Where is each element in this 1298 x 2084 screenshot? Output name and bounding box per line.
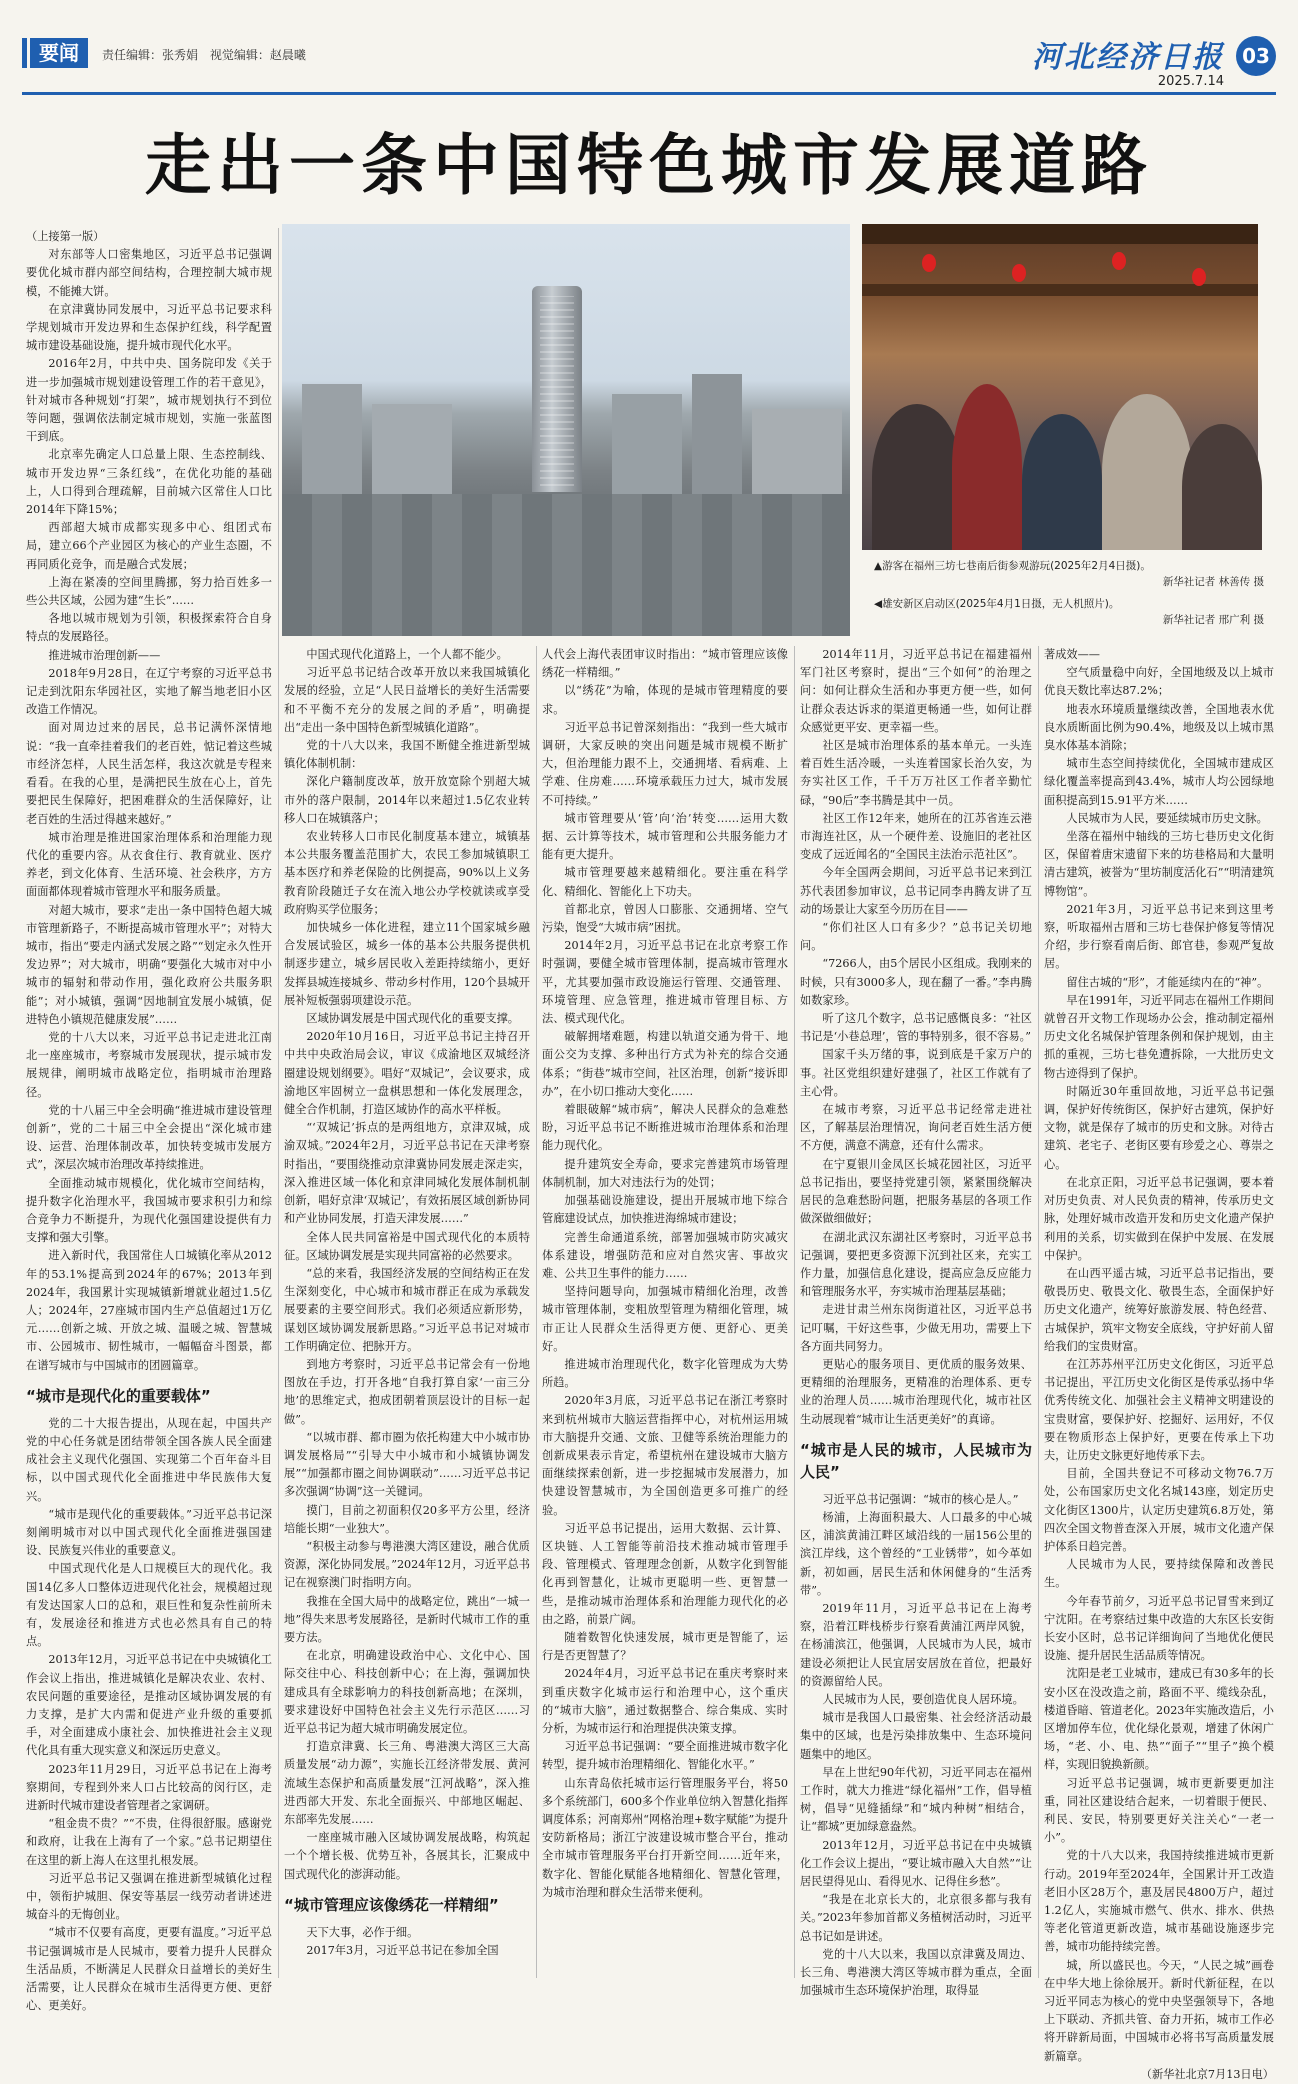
paragraph: 地表水环境质量继续改善，全国地表水优良水质断面比例为90.4%，地级及以上城市黑臭水体基本消除；	[1044, 702, 1274, 753]
paragraph: 杨浦，上海面积最大、人口最多的中心城区，浦滨黄浦江畔区域沿线的一届156公里的滨江岸线，这个曾经的“工业锈带”，如今革如新，初如画，居民生活和休闲健身的“生活秀带”。	[800, 1510, 1032, 1597]
paragraph: 习近平总书记结合改革开放以来我国城镇化发展的经验，立足“人民日益增长的美好生活需要和不平衡不充分的发展之间的矛盾”，明确提出“走出一条中国特色新型城镇化道路”。	[284, 666, 530, 734]
photo-caption-1	[874, 558, 1264, 590]
paragraph: 目前，全国共登记不可移动文物76.7万处，公布国家历史文化名城143座，划定历史文化街区1300片，认定历史建筑6.8万处，第四次全国文物普查深入开展，城市文化遗产保护体系日趋完善。	[1044, 1467, 1274, 1553]
editor-name: 责任编辑：张秀娟	[102, 48, 199, 62]
article-column-2	[284, 646, 530, 1978]
paragraph: 2021年3月，习近平总书记来到这里考察，听取福州古厝和三坊七巷保护修复等情况介绍，步行察看南后街、郎官巷，参观严复故居。	[1044, 902, 1274, 971]
paragraph: 人民城市为人民，要延续城市历史文脉。	[1066, 811, 1268, 825]
paragraph: 在宁夏银川金凤区长城花园社区，习近平总书记指出，要坚持党建引领，紧紧围绕解决居民的急难愁盼问题，把服务基层的各项工作做深做细做好；	[800, 1157, 1032, 1226]
paragraph: 完善生命通道系统，部署加强城市防灾减灾体系建设，增强防范和应对自然灾害、事故灾难、公共卫生事件的能力……	[542, 1230, 788, 1280]
main-headline: 走出一条中国特色城市发展道路	[145, 127, 1153, 204]
paragraph: 今年春节前夕，习近平总书记冒雪来到辽宁沈阳。在考察结过集中改造的大东区长安街长安小区时，总书记详细询问了当地优化便民设施、提升居民生活品质等情况。	[1044, 1594, 1274, 1663]
paragraph: 打造京津冀、长三角、粤港澳大湾区三大高质量发展“动力源”，实施长江经济带发展、黄河流域生态保护和高质量发展“江河战略”，深入推进西部大开发、东北全面振兴、中部地区崛起、东部率先发展……	[284, 1740, 530, 1826]
paragraph: “你们社区人口有多少？”总书记关切地问。	[800, 921, 1032, 953]
paragraph: 推进城市治理现代化，数字化管理成为大势所趋。	[542, 1357, 788, 1390]
paragraph: 区域协调发展是中国式现代化的重要支撑。	[306, 1012, 519, 1026]
header-rule	[22, 92, 1276, 95]
issue-date: 2025.7.14	[1157, 74, 1224, 89]
paragraph: 2024年4月，习近平总书记在重庆考察时来到重庆数字化城市运行和治理中心，这个重庆的“城市大脑”，通过数据整合、综合集成、实时分析，为城市运行和治理提供决策支撑。	[542, 1667, 788, 1735]
column-divider	[278, 228, 279, 1978]
photo-credit: 新华社记者 邢广利 摄	[1162, 614, 1264, 626]
paragraph: 城市治理是推进国家治理体系和治理能力现代化的重要内容。从衣食住行、教育就业、医疗养老，到文化体育、生活环境、社会秩序，方方面面都体现着城市管理水平和服务质量。	[26, 830, 272, 899]
photo-caption-2	[874, 596, 1264, 628]
crowded-street-photo	[862, 224, 1258, 550]
paragraph: 习近平总书记强调，城市更新要更加注重，同社区建设结合起来，一切着眼于便民、利民、安民，特别要更好关注关心“一老一小”。	[1044, 1776, 1274, 1845]
column-divider	[1038, 646, 1039, 1978]
paragraph: 对超大城市，要求“走出一条中国特色超大城市管理新路子，不断提高城市管理水平”；对特大城市，指出“要走内涵式发展之路”“划定永久性开发边界”；对大城市，明确“要强化大城市对中小城市的辐射和带动作用，强化政府公共服务职能”；对小城镇，强调“因地制宜发展小城镇，促进特色小镇规范健康发展”……	[26, 903, 272, 1026]
paragraph: 2013年12月，习近平总书记在中央城镇化工作会议上提出，“要让城市融入大自然”“让居民望得见山、看得见水、记得住乡愁”。	[800, 1838, 1032, 1888]
paragraph: 沈阳是老工业城市，建成已有30多年的长安小区在没改造之前，路面不平、缆线杂乱，楼道昏暗、管道老化。2023年实施改造后，小区增加停车位，优化绿化景观，增建了休闲广场，“老、小、电、热”“面子”“里子”换个模样，实现旧貌换新颜。	[1044, 1667, 1274, 1772]
paragraph: 时隔近30年重回故地，习近平总书记强调，保护好传统街区，保护好古建筑，保护好文物，就是保存了城市的历史和文脉。对待古建筑、老宅子、老街区要有珍爱之心、尊崇之心。	[1044, 1084, 1274, 1171]
newspaper-masthead: 河北经济日报	[1032, 40, 1224, 75]
paragraph: “我是在北京长大的，北京很多都与我有关。”2023年参加首都义务植树活动时，习近平总书记如是讲述。	[800, 1893, 1032, 1943]
article-column-1	[26, 228, 272, 2013]
paragraph: 对东部等人口密集地区，习近平总书记强调要优化城市群内部空间结构，合理控制大城市规模，不能摊大饼。	[26, 248, 272, 298]
paragraph: 在湖北武汉东湖社区考察时，习近平总书记强调，要把更多资源下沉到社区来，充实工作力量，加强信息化建设，提高应急反应能力和管理服务水平，夯实城市治理基层基础；	[800, 1230, 1032, 1299]
paragraph: 在山西平遥古城，习近平总书记指出，要敬畏历史、敬畏文化、敬畏生态，全面保护好历史文化遗产，统筹好旅游发展、特色经营、古城保护，筑牢文物安全底线，守护好前人留给我们的宝贵财富。	[1044, 1266, 1274, 1353]
paragraph: 著成效——	[1044, 648, 1100, 661]
paragraph: “‘双城记’拆点的是两组地方，京津双城，成渝双城。”2024年2月，习近平总书记在天津考察时指出，“要围绕推动京津冀协同发展走深走实，深入推进区域一体化和京津同城化发展体制机制创新，唱好京津‘双城记’，有效拓展区域创新协同和产业协同发展，打造天津发展……”	[284, 1121, 530, 1226]
paragraph: “以城市群、都市圈为依托构建大中小城市协调发展格局”“引导大中小城市和小城镇协调发展”“加强都市圈之间协调联动”……习近平总书记多次强调“协调”这一关键词。	[284, 1430, 530, 1499]
paragraph: 在北京正阳，习近平总书记强调，要本着对历史负责、对人民负责的精神，传承历史文脉，处理好城市改造开发和历史文化遗产保护利用的关系，切实做到在保护中发展、在发展中保护。	[1044, 1175, 1274, 1262]
paragraph: 国家千头万绪的事，说到底是千家万户的事。社区党组织建好建强了，社区工作就有了主心骨。	[800, 1048, 1032, 1098]
paragraph: 面对周边过来的居民，总书记满怀深情地说：“我一直牵挂着我们的老百姓，惦记着这些城市经济怎样，人民生活怎样，我这次就是专程来看看。在我的心里，是满把民生放在心上，首先要把民生保障好，把困难群众的生活保障好，让老百姓的生活过得越来越好。”	[26, 721, 272, 826]
subheading: “城市管理应该像绣花一样精细”	[284, 1895, 499, 1914]
paragraph: 城市生态空间持续优化，全国城市建成区绿化覆盖率提高到43.4%，城市人均公园绿地面积提高到15.91平方米……	[1044, 757, 1274, 807]
paragraph: 农业转移人口市民化制度基本建立，城镇基本公共服务覆盖范围扩大，农民工参加城镇职工基本医疗和养老保险的比例提高，90%以上义务教育阶段随迁子女在流入地公办学校就读或享受政府购买学位服务；	[284, 830, 530, 916]
paragraph: “总的来看，我国经济发展的空间结构正在发生深刻变化，中心城市和城市群正在成为承载发展要素的主要空间形式。我们必须适应新形势，谋划区域协调发展新思路。”习近平总书记对城市工作明确定位、把脉开方。	[284, 1266, 530, 1353]
paragraph: 坐落在福州中轴线的三坊七巷历史文化街区，保留着唐宋遗留下来的坊巷格局和大量明清古建筑，被誉为“里坊制度活化石”“明清建筑博物馆”。	[1044, 830, 1274, 898]
paragraph: 中国式现代化是人口规模巨大的现代化。我国14亿多人口整体迈进现代化社会，规模超过现有发达国家人口的总和，艰巨性和复杂性前所未有，发展途径和推进方式也必然具有自己的特点。	[26, 1562, 272, 1649]
paragraph: 人民城市为人民，要持续保障和改善民生。	[1044, 1558, 1274, 1590]
paragraph: 加强基础设施建设，提出开展城市地下综合管廊建设试点，加快推进海绵城市建设；	[542, 1194, 788, 1226]
paragraph: 在京津冀协同发展中，习近平总书记要求科学规划城市开发边界和生态保护红线，科学配置城市建设基础设施，提升城市现代化水平。	[26, 302, 272, 353]
paragraph: 社区是城市治理体系的基本单元。一头连着百姓生活冷暖，一头连着国家长治久安，为夯实社区工作，千千万万社区工作者辛勤忙碌，“90后”李书腾是其中一员。	[800, 739, 1032, 807]
article-column-4	[800, 646, 1032, 1998]
paragraph: 2020年3月底，习近平总书记在浙江考察时来到杭州城市大脑运营指挥中心，对杭州运用城市大脑提升交通、文旅、卫健等系统治理能力的创新成果表示肯定，希望杭州在建设城市大脑方面继续探索创新，进一步挖掘城市发展潜力，加快建设智慧城市，为全国创造更多可推广的经验。	[542, 1394, 788, 1517]
paragraph: 提升建筑安全寿命，要求完善建筑市场管理体制机制，加大对违法行为的处罚；	[542, 1157, 788, 1189]
paragraph: 2014年2月，习近平总书记在北京考察工作时强调，要健全城市管理体制，提高城市管理水平，尤其要加强市政设施运行管理、交通管理、环境管理、应急管理，推进城市管理目标、方法、模式现代化。	[542, 939, 788, 1026]
paragraph: （上接第一版）	[26, 230, 105, 243]
paragraph: 党的二十大报告提出，从现在起，中国共产党的中心任务就是团结带领全国各族人民全面建成社会主义现代化强国、实现第二个百年奋斗目标，以中国式现代化全面推进中华民族伟大复兴。	[26, 1416, 272, 1503]
editors-line	[102, 46, 314, 63]
paragraph: 摸门，目前之初面积仅20多平方公里，经济培能长期“一业独大”。	[284, 1503, 530, 1535]
paragraph: 山东青岛依托城市运行管理服务平台，将50多个系统部门，600多个作业单位纳入智慧化指挥调度体系；河南郑州“网格治理+数字赋能”为提升安防新格局；浙江宁波建设城市整合平台，推动全市城市管理服务平台打开新空间……近年来，数字化、智能化赋能各地精细化、智慧化管理，为城市治理和群众生活带来便利。	[542, 1776, 788, 1899]
paragraph: 我推在全国大局中的战略定位，跳出“一城一地”得失来思考发展路径，是新时代城市工作的重要方法。	[284, 1594, 530, 1644]
paragraph: 上海在紧凑的空间里腾挪，努力拾百姓多一些公共区域，公园为建“生长”……	[26, 575, 272, 608]
page-header	[22, 26, 1276, 96]
column-divider	[536, 646, 537, 1978]
paragraph: 习近平总书记提出，运用大数据、云计算、区块链、人工智能等前沿技术推动城市管理手段、管理模式、管理理念创新，从数字化到智能化再到智慧化，让城市更聪明一些、更智慧一些，是推动城市治理体系和治理能力现代化的必由之路，前景广阔。	[542, 1521, 788, 1626]
paragraph: 一座座城市融入区域协调发展战略，构筑起一个个增长极、优势互补，各展其长，汇聚成中国式现代化的澎湃动能。	[284, 1831, 530, 1881]
paragraph: 习近平总书记曾深刻指出：“我到一些大城市调研，大家反映的突出问题是城市规模不断扩大，但治理能力跟不上，交通拥堵、看病难、上学难、住房难……环境承载压力过大，城市发展不可持续。”	[542, 720, 788, 807]
paragraph: 加快城乡一体化进程，建立11个国家城乡融合发展试验区，城乡一体的基本公共服务提供机制逐步建立，城乡居民收入差距持续缩小，更好发挥县城连接城乡、带动乡村作用，120个县城开展补短板强弱项建设示范。	[284, 921, 530, 1007]
caption-text: ◀雄安新区启动区(2025年4月1日摄，无人机照片)。	[874, 598, 1120, 610]
paragraph: 到地方考察时，习近平总书记常会有一份地图放在手边，打开各地“自我打算自家‘一亩三分地’的思维定式，抱成团朝着顶层设计的目标一起做”。	[284, 1357, 530, 1426]
paragraph: 习近平总书记强调：“要全面推进城市数字化转型，提升城市治理精细化、智能化水平。”	[542, 1740, 788, 1772]
paragraph: 早在1991年，习近平同志在福州工作期间就曾召开文物工作现场办公会，推动制定福州历史文化名城保护管理条例和保护规划，由主抓的重视，三坊七巷免遭拆除，一大批历史文物古迹得到了保护。	[1044, 993, 1274, 1080]
paragraph: 破解拥堵难题，构建以轨道交通为骨干、地面公交为支撑、多种出行方式为补充的综合交通体系；“街巷”城市空间，社区治理，创新“接诉即办”，在小切口推动大变化……	[542, 1030, 788, 1098]
paragraph: 各地以城市规划为引领，积极探索符合自身特点的发展路径。	[26, 612, 272, 644]
paragraph: 人民城市为人民，要创造优良人居环境。	[822, 1692, 1024, 1706]
paragraph: 社区工作12年来，她所在的江苏省连云港市海连社区，从一个硬件差、设施旧的老社区变成了远近闻名的“全国民主法治示范社区”。	[800, 811, 1032, 862]
paragraph: 在北京，明确建设政治中心、文化中心、国际交往中心、科技创新中心；在上海，强调加快建成具有全球影响力的科技创新高地；在深圳，要求建设好中国特色社会主义先行示范区……习近平总书记为超大城市明确发展定位。	[284, 1649, 530, 1735]
paragraph: “租金贵不贵？”“不贵，住得很舒服。感谢党和政府，让我在上海有了一个家。”总书记期望住在这里的新上海人在这里扎根发展。	[26, 1817, 272, 1867]
paragraph: 中国式现代化道路上，一个人都不能少。	[306, 648, 508, 661]
subheading: “城市是现代化的重要载体”	[26, 1386, 211, 1405]
paragraph: 推进城市治理创新——	[48, 648, 161, 662]
paragraph: 党的十八大以来，习近平总书记走进北江南北一座座城市，考察城市发展现状，提示城市发展规律，阐明城市战略定位，指明城市治理路径。	[26, 1030, 272, 1099]
paragraph: 空气质量稳中向好，全国地级及以上城市优良天数比率达87.2%；	[1044, 666, 1274, 698]
paragraph: 党的十八届三中全会明确“推进城市建设管理创新”，党的二十届三中全会提出“深化城市建设、运营、治理体制改革，加快转变城市发展方式”，深层次城市治理改革持续推进。	[26, 1103, 272, 1172]
paragraph: 城市是我国人口最密集、社会经济活动最集中的区域，也是污染排放集中、生态环境问题集中的地区。	[800, 1711, 1032, 1761]
paragraph: 2020年10月16日，习近平总书记主持召开中共中央政治局会议，审议《成渝地区双城经济圈建设规划纲要》。唱好“双城记”，会议要求，成渝地区牢固树立一盘棋思想和一体化发展理念，健全合作机制，打造区域协作的高水平样板。	[284, 1030, 530, 1117]
paragraph: 党的十八大以来，我国不断健全推进新型城镇化体制机制：	[284, 739, 530, 771]
paragraph: 2016年2月，中共中央、国务院印发《关于进一步加强城市规划建设管理工作的若干意见》，针对城市各种规划“打架”，城市规划执行不到位等问题，强调依法制定城市规划，实施一张蓝图干到底。	[26, 357, 272, 444]
paragraph: 习近平总书记强调：“城市的核心是人。”	[822, 1492, 1019, 1506]
subheading: “城市是人民的城市，人民城市为人民”	[800, 1440, 1032, 1481]
paragraph: 深化户籍制度改革，放开放宽除个别超大城市外的落户限制，2014年以来超过1.5亿农业转移人口在城镇落户；	[284, 775, 530, 825]
paragraph: 2018年9月28日，在辽宁考察的习近平总书记走到沈阳东华园社区，实地了解当地老旧小区改造工作情况。	[26, 666, 272, 717]
paragraph: 2019年11月，习近平总书记在上海考察，沿着江畔栈桥步行察看黄浦江两岸风貌，在杨浦滨江，他强调，人民城市为人民，城市建设必须把让人民宜居安居放在首位，把最好的资源留给人民。	[800, 1601, 1032, 1688]
paragraph: 进入新时代，我国常住人口城镇化率从2012年的53.1%提高到2024年的67%；2013年到2024年，我国累计实现城镇新增就业超过1.5亿人；2024年，27座城市国内生产总值超过1万亿元……创新之城、开放之城、温暖之城、智慧城市、公园城市、韧性城市，一幅幅奋斗图景，都在谱写城市与中国城市的团圆篇章。	[26, 1249, 272, 1372]
dateline: （新华社北京7月13日电）	[1140, 2067, 1274, 2081]
section-tag: 要闻	[30, 38, 88, 68]
paragraph: 在江苏苏州平江历史文化街区，习近平总书记提出，平江历史文化街区是传承弘扬中华优秀传统文化、加强社会主义精神文明建设的宝贵财富，要保护好、挖掘好、运用好，不仅要在物质形态上保护好，更要在传承上下功夫，让历史文脉更好地传承下去。	[1044, 1357, 1274, 1462]
paragraph: 北京率先确定人口总量上限、生态控制线、城市开发边界“三条红线”，在优化功能的基础上，人口得到合理疏解，目前城六区常住人口比2014年下降15%；	[26, 448, 272, 517]
paragraph: 随着数智化快速发展，城市更是智能了，运行是否更智慧了？	[542, 1630, 788, 1663]
paragraph: 早在上世纪90年代初，习近平同志在福州工作时，就大力推进“绿化福州”工作，倡导植树，倡导“见缝插绿”和“城内种树”相结合，让“都城”更加绿意盎然。	[800, 1765, 1032, 1834]
paragraph: 着眼破解“城市病”，解决人民群众的急难愁盼，习近平总书记不断推进城市治理体系和治理能力现代化。	[542, 1103, 788, 1153]
paragraph: 坚持问题导向，加强城市精细化治理，改善城市管理体制，变粗放型管理为精细化管理，城市正让人民群众生活得更方便、更舒心、更美好。	[542, 1285, 788, 1353]
column-divider	[794, 646, 795, 1978]
paragraph: 城市管理要从‘管’向‘治’转变……运用大数据、云计算等技术，城市管理和公共服务能力才能有更大提升。	[542, 811, 788, 862]
paragraph: 党的十八大以来，我国以京津冀及周边、长三角、粤港澳大湾区等城市群为重点，全面加强城市生态环境保护治理，取得显	[800, 1947, 1032, 1998]
paragraph: 西部超大城市成都实现多中心、组团式布局，建立66个产业园区为核心的产业生态圈，不再同质化竞争，而是融合式发展；	[26, 521, 272, 571]
visual-editor-name: 视觉编辑：赵晨曦	[209, 48, 306, 62]
paragraph: “7266人，由5个居民小区组成。我刚来的时候，只有3000多人，现在翻了一番。”李冉腾如数家珍。	[800, 957, 1032, 1007]
paragraph: 2014年11月，习近平总书记在福建福州军门社区考察时，提出“三个如何”的治理之问：如何让群众生活和办事更方便一些，如何让群众表达诉求的渠道更畅通一些，如何让群众感觉更平安、更幸福一些。	[800, 648, 1032, 734]
paragraph: 以“绣花”为喻，体现的是城市管理精度的要求。	[542, 684, 788, 716]
paragraph: “积极主动参与粤港澳大湾区建设，融合优质资源，深化协同发展。”2024年12月，习近平总书记在视察澳门时指明方向。	[284, 1539, 530, 1590]
paragraph: 走进甘肃兰州东岗街道社区，习近平总书记叮嘱，干好这些事，少做无用功，需要上下各方面共同努力。	[800, 1303, 1032, 1353]
paragraph: 2017年3月，习近平总书记在参加全国	[306, 1944, 499, 1958]
paragraph: 党的十八大以来，我国持续推进城市更新行动。2019年至2024年，全国累计开工改造老旧小区28万个，惠及居民4800万户，超过1.2亿人，实施城市燃气、供水、排水、供热等老化管道更新改造，城市基础设施逐步完善，城市功能持续完善。	[1044, 1849, 1274, 1954]
paragraph: 在城市考察，习近平总书记经常走进社区，了解基层治理情况，询问老百姓生活方便不方便，满意不满意，还有什么需求。	[800, 1103, 1032, 1153]
paragraph: 习近平总书记又强调在推进新型城镇化过程中，领衔护城胆、保安等基层一线劳动者讲述进城奋斗的无悔创业。	[26, 1871, 272, 1922]
city-skyline-photo	[282, 224, 850, 636]
paragraph: 全体人民共同富裕是中国式现代化的本质特征。区域协调发展是实现共同富裕的必然要求。	[284, 1230, 530, 1262]
paragraph: 2013年12月，习近平总书记在中央城镇化工作会议上指出，推进城镇化是解决农业、农村、农民问题的重要途径，是推动区域协调发展的有力支撑，是扩大内需和促进产业升级的重要抓手，对全面建成小康社会、加快推进社会主义现代化具有重大现实意义和深远历史意义。	[26, 1653, 272, 1758]
paragraph: 更贴心的服务项目、更优质的服务效果、更精细的治理服务，更精准的治理体系、更专业的治理人员……城市治理现代化，城市社区生动展现着“城市让生活更美好”的真谛。	[800, 1357, 1032, 1426]
paragraph: 2023年11月29日，习近平总书记在上海考察期间，专程到外来人口占比较高的闵行区，走进新时代城市建设者管理者之家调研。	[26, 1762, 272, 1813]
paragraph: 城，所以盛民也。今天，“人民之城”画卷在中华大地上徐徐展开。新时代新征程，在以习近平同志为核心的党中央坚强领导下，各地上下联动、齐抓共管、奋力开拓，城市工作必将开辟新局面，中国城市必将书写高质量发展新篇章。	[1044, 1958, 1274, 2063]
article-column-5	[1044, 646, 1274, 2081]
paragraph: 城市管理要越来越精细化。要注重在科学化、精细化、智能化上下功夫。	[542, 866, 788, 898]
caption-text: ▲游客在福州三坊七巷南后街参观游玩(2025年2月4日摄)。	[874, 560, 1151, 572]
paragraph: 天下大事，必作于细。	[306, 1925, 419, 1939]
paragraph: 人代会上海代表团审议时指出：“城市管理应该像绣花一样精细。”	[542, 648, 788, 680]
article-column-3	[542, 646, 788, 1978]
paragraph: “城市不仅要有高度，更要有温度。”习近平总书记强调城市是人民城市，要着力提升人民群众生活品质，不断满足人民群众日益增长的美好生活需要，让人民群众在城市生活得更方便、更舒心、更美好。	[26, 1926, 272, 2013]
page-number-badge: 03	[1236, 36, 1276, 76]
paragraph: 今年全国两会期间，习近平总书记来到江苏代表团参加审议，总书记同李冉腾友讲了互动的场景让大家至今历历在目——	[800, 866, 1032, 916]
paragraph: “城市是现代化的重要载体。”习近平总书记深刻阐明城市对以中国式现代化全面推进强国建设、民族复兴伟业的重要意义。	[26, 1507, 272, 1558]
paragraph: 首都北京，曾因人口膨胀、交通拥堵、空气污染，饱受“大城市病”困扰。	[542, 902, 788, 935]
paragraph: 留住古城的“形”，才能延续内在的“神”。	[1066, 975, 1269, 989]
paragraph: 全面推动城市规模化，优化城市空间结构，提升数字化治理水平，我国城市要求积引力和综合竞争力不断提升，为现代化强国建设提供有力支撑和强大引擎。	[26, 1176, 272, 1245]
paragraph: 听了这几个数字，总书记感慨良多：“社区书记是‘小巷总理’，管的事特别多，很不容易。”	[800, 1012, 1032, 1044]
photo-credit: 新华社记者 林善传 摄	[1162, 576, 1264, 588]
